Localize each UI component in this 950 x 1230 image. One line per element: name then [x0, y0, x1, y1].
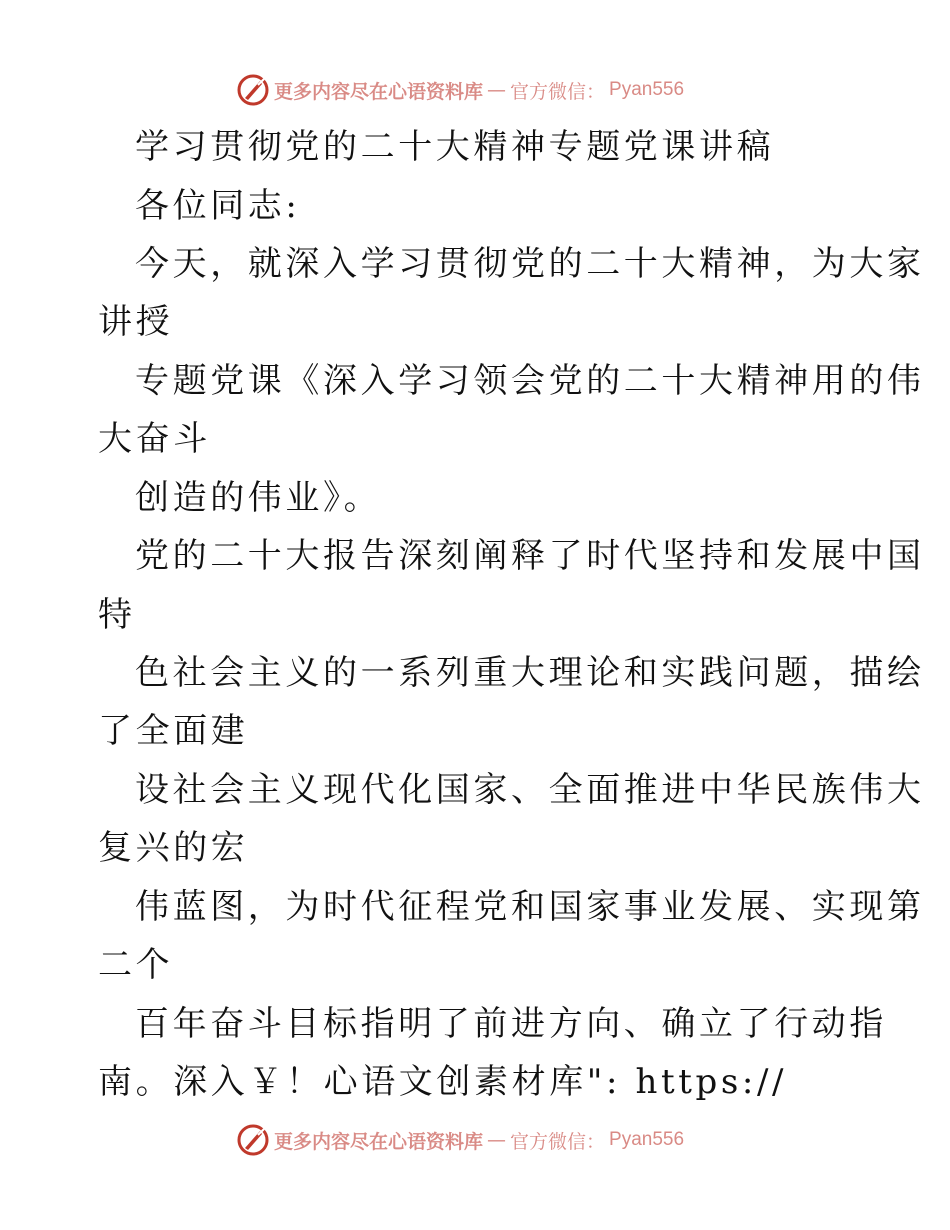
text-line: 设社会主义现代化国家、全面推进中华民族伟大	[135, 770, 925, 810]
banner-wechat-label: 官方微信：	[510, 80, 606, 103]
text-line: 大奋斗	[98, 419, 211, 459]
text-line: 专题党课《深入学习领会党的二十大精神用的伟	[135, 361, 925, 401]
text-line: 了全面建	[98, 711, 249, 751]
text-line: 伟蓝图，为时代征程党和国家事业发展、实现第	[135, 887, 925, 927]
banner-text: 更多内容尽在心语资料库	[274, 1130, 484, 1153]
text-line: 创造的伟业》。	[135, 478, 382, 518]
quill-logo-icon	[236, 73, 270, 107]
document-title: 学习贯彻党的二十大精神专题党课讲稿	[135, 127, 775, 167]
text-line: 今天，就深入学习贯彻党的二十大精神，为大家	[135, 244, 925, 284]
text-line: 特	[98, 595, 136, 635]
text-line: 复兴的宏	[98, 828, 249, 868]
banner-text: 更多内容尽在心语资料库	[274, 80, 484, 103]
text-line: 色社会主义的一系列重大理论和实践问题，描绘	[135, 653, 925, 693]
text-line: 二个	[98, 945, 174, 985]
banner-wechat-id: Pyan556	[609, 79, 685, 100]
banner-wechat-id: Pyan556	[609, 1129, 685, 1150]
banner-separator: —	[487, 1129, 507, 1151]
text-line: 党的二十大报告深刻阐释了时代坚持和发展中国	[135, 536, 925, 576]
quill-logo-icon	[236, 1123, 270, 1157]
header-watermark-banner	[236, 72, 716, 108]
text-line: 南。深入￥！心语文创素材库": https://	[98, 1062, 788, 1102]
text-line: 百年奋斗目标指明了前进方向、确立了行动指	[135, 1004, 887, 1044]
text-line: 讲授	[98, 302, 174, 342]
salutation: 各位同志:	[135, 186, 301, 226]
banner-separator: —	[487, 79, 507, 101]
footer-watermark-banner	[236, 1122, 716, 1158]
banner-wechat-label: 官方微信：	[510, 1130, 606, 1153]
